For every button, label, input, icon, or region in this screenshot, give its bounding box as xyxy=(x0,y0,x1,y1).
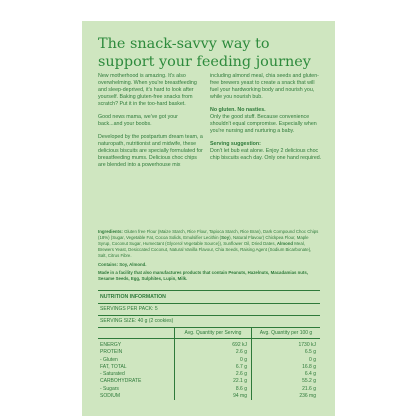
paragraph: New motherhood is amazing. It's also overwhelming. When you're breastfeeding and sleep-deprived, it's hard to look after yourself. Baking gluten-free snacks from scratch? Put it in the too-hard basket. xyxy=(98,73,197,107)
per-serving-value: 692 kJ xyxy=(232,342,247,348)
per-serving-value: 94 mg xyxy=(233,393,247,400)
ingredients-list xyxy=(98,229,320,259)
per-100g-value: 6.4 g xyxy=(304,371,316,378)
column-header-per-100g: Avg. Quantity per 100 g xyxy=(251,328,320,338)
per-serving-value: 2.6 g xyxy=(235,349,247,356)
ingredients-text: Gluten free Flour (Maize Starch, Rice Flour, Tapioca Starch, Rice Bran), Dark Compound Choc Chips (18%) (Sugar, Vegetable Fat, Cocoa Solids, Emulsifier Lecithin ( xyxy=(98,229,319,240)
nutrient-label: ENERGY xyxy=(100,342,122,348)
nutrient-label: PROTEIN xyxy=(100,349,123,356)
per-serving-values xyxy=(174,339,251,400)
nutrient-label: CARBOHYDRATE xyxy=(100,378,142,385)
nutrition-values xyxy=(98,339,320,400)
servings-per-pack: SERVINGS PER PACK: 5 xyxy=(98,304,320,316)
per-100g-value: 21.6 g xyxy=(302,385,316,392)
per-serving-value: 0 g xyxy=(240,356,247,363)
nutrient-label: SODIUM xyxy=(100,393,120,400)
ingredients-block xyxy=(98,229,320,285)
nutrition-column-headers xyxy=(98,328,320,339)
ingredients-text: ), Natural Flavour) Chickpea Flour, Maple Syrup, Coconut Sugar, Humectant (Glycerol Vegetable Source)), Sunflower Oil, Dried Dates, xyxy=(98,234,309,246)
per-100g-value: 0 g xyxy=(309,356,316,363)
per-serving-value: 22.1 g xyxy=(233,378,247,385)
facility-statement: Made in a facility that also manufactures products that contain Peanuts, Hazelnuts, Macadamias nuts, Sesame Seeds, Egg, Sulphites, Lupin, Milk. xyxy=(98,270,308,282)
column-header-per-serving: Avg. Quantity per Serving xyxy=(174,328,251,338)
paragraph: Developed by the postpartum dream team, a naturopath, nutritionist and midwife, these delicious biscuits are specially formulated for breastfeeding mums. Delicious choc chips are blended into a powerhouse mix xyxy=(98,134,203,168)
nutrition-table xyxy=(98,290,320,400)
intro-column-left xyxy=(98,73,203,175)
paragraph: Good news mama, we've got your back...and your boobs. xyxy=(98,114,178,127)
nutrient-label: - Gluten xyxy=(100,356,118,363)
no-gluten-heading: No gluten. No nasties. xyxy=(210,107,266,114)
per-serving-value: 8.6 g xyxy=(235,385,247,392)
nutrient-label: - Saturated xyxy=(100,371,125,378)
serving-size: SERVING SIZE: 40 g (2 cookies) xyxy=(98,316,320,328)
paragraph: including almond meal, chia seeds and gluten-free brewers yeast to create a snack that will fuel your hardworking body and nourish you, while you nourish bub. xyxy=(210,73,319,100)
nutrient-label: - Sugars xyxy=(100,385,119,392)
allergen-soy: Soy xyxy=(221,234,230,240)
headline: The snack-savvy way to support your feeding journey xyxy=(98,36,311,70)
nutrient-labels xyxy=(98,339,174,400)
serving-suggestion-text: Don't let bub eat alone. Enjoy 2 delicious choc chip biscuits each day. Only one hand required. xyxy=(210,148,322,162)
per-100g-values xyxy=(251,339,320,400)
per-100g-value: 16.8 g xyxy=(302,363,316,370)
intro-column-right xyxy=(210,73,322,168)
nutrition-heading: NUTRITION INFORMATION xyxy=(98,290,320,304)
column-header-blank xyxy=(98,328,174,338)
per-100g-value: 236 mg xyxy=(299,393,316,400)
allergen-almond: Almond xyxy=(276,240,294,246)
packaging-panel xyxy=(82,21,335,416)
nutrient-label: FAT, TOTAL xyxy=(100,363,127,370)
per-100g-value: 1730 kJ xyxy=(298,342,316,348)
per-100g-value: 55.2 g xyxy=(302,378,316,385)
serving-suggestion-heading: Serving suggestion: xyxy=(210,141,261,148)
per-serving-value: 2.6 g xyxy=(235,371,247,378)
no-gluten-text: Only the good stuff. Because convenience shouldn't equal compromise. Especially when you're nursing and nurturing a baby. xyxy=(210,114,317,134)
per-serving-value: 6.7 g xyxy=(235,363,247,370)
ingredients-label: Ingredients: xyxy=(98,229,123,234)
ingredients-text: Meal, Brewers Yeast, Desiccated Coconut, Natural Vanilla Flavour, Chia Seeds, Raising Agent (Sodium Bicarbonate), Salt, Citrus Fibre. xyxy=(98,240,312,258)
contains-statement: Contains: Soy, Almond. xyxy=(98,261,147,267)
per-100g-value: 6.5 g xyxy=(304,349,316,356)
